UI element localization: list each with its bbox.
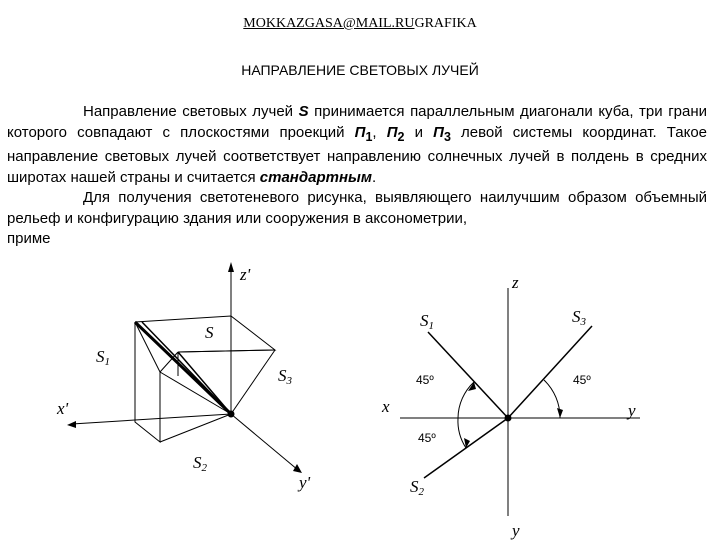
- p1-pi2-sub: 2: [397, 129, 405, 144]
- ray-s3: [178, 352, 231, 414]
- y-right-label: y: [628, 401, 636, 420]
- y-prime-arrow: [293, 464, 302, 473]
- y-prime-axis: [231, 414, 298, 470]
- x-prime-label: x': [57, 399, 69, 418]
- p1-part3: левой системы координат. Такое направление световых лучей соответствует направлению солнечных лучей в полдень в средних широтах нашей страны и считается: [7, 123, 708, 186]
- y-bottom-label: y: [512, 521, 520, 540]
- z-label: z: [512, 273, 519, 292]
- s1-label-left: S1: [96, 347, 110, 368]
- angle-label-bottom: 45º: [418, 431, 436, 445]
- s-label: S: [205, 323, 214, 342]
- z-prime-label: z': [240, 265, 251, 284]
- p1-pi3: П: [433, 123, 444, 141]
- body-text: [7, 102, 707, 250]
- p2-cut: приме: [7, 230, 51, 247]
- p1-pi1: П: [354, 123, 366, 141]
- paragraph-2: [7, 188, 707, 229]
- s3-label-left: S3: [278, 366, 292, 387]
- header-suffix: GRAFIKA: [414, 16, 477, 31]
- left-figure: [67, 262, 302, 473]
- ray-s1: [428, 332, 508, 418]
- ray-s3-right: [508, 326, 592, 418]
- p1-standard: стандартным: [259, 168, 372, 186]
- angle-label-left: 45º: [416, 373, 434, 387]
- p1-part1: Направление световых лучей: [83, 103, 299, 120]
- p1-end: .: [371, 168, 377, 186]
- ray-s-shadow: [142, 322, 231, 414]
- p1-sep1: ,: [372, 123, 387, 141]
- light-rays-diagram: [0, 248, 720, 540]
- header-email-link[interactable]: MOKKAZGASA@MAIL.RU: [243, 16, 415, 31]
- page-title: НАПРАВЛЕНИЕ СВЕТОВЫХ ЛУЧЕЙ: [241, 62, 479, 78]
- p1-pi3-sub: 3: [443, 129, 451, 144]
- cube-left-face: [135, 322, 160, 442]
- angle-arc-bottom: [458, 418, 466, 448]
- p1-part2: принимается параллельным диагонали куба, три грани которого совпадают с плоскостями проекций: [7, 103, 708, 141]
- angle-arc-right: [544, 380, 560, 418]
- page-header: [0, 16, 720, 32]
- x-label: x: [382, 397, 390, 416]
- x-prime-arrow: [67, 421, 76, 428]
- y-prime-label: y': [299, 473, 311, 492]
- paragraph-2-cut: [7, 229, 707, 250]
- angle-label-right: 45º: [573, 373, 591, 387]
- s2-label-right: S2: [410, 477, 424, 498]
- p1-s-symbol: S: [298, 103, 309, 120]
- p2-text: Для получения светотеневого рисунка, выявляющего наилучшим образом объемный рельеф и конфигурацию здания или сооружения в аксонометрии,: [7, 189, 707, 227]
- s1-label-right: S1: [420, 311, 434, 332]
- left-figure-labels: [56, 265, 311, 492]
- paragraph-1: [7, 102, 707, 188]
- x-prime-axis: [72, 414, 231, 424]
- right-figure: [400, 288, 640, 516]
- origin-point-right: [505, 415, 511, 421]
- p1-pi1-sub: 1: [365, 129, 373, 144]
- cube-edge-c: [178, 350, 275, 352]
- s2-label-left: S2: [193, 453, 207, 474]
- cube-edge-d: [231, 350, 275, 414]
- text-mask: [58, 248, 720, 272]
- origin-point-left: [228, 411, 234, 417]
- p1-sep2: и: [404, 123, 434, 141]
- s3-label-right: S3: [572, 307, 586, 328]
- ray-s: [135, 322, 231, 414]
- angle-labels: [416, 373, 591, 445]
- arc-arrow-right: [557, 408, 563, 418]
- p1-pi2: П: [386, 123, 398, 141]
